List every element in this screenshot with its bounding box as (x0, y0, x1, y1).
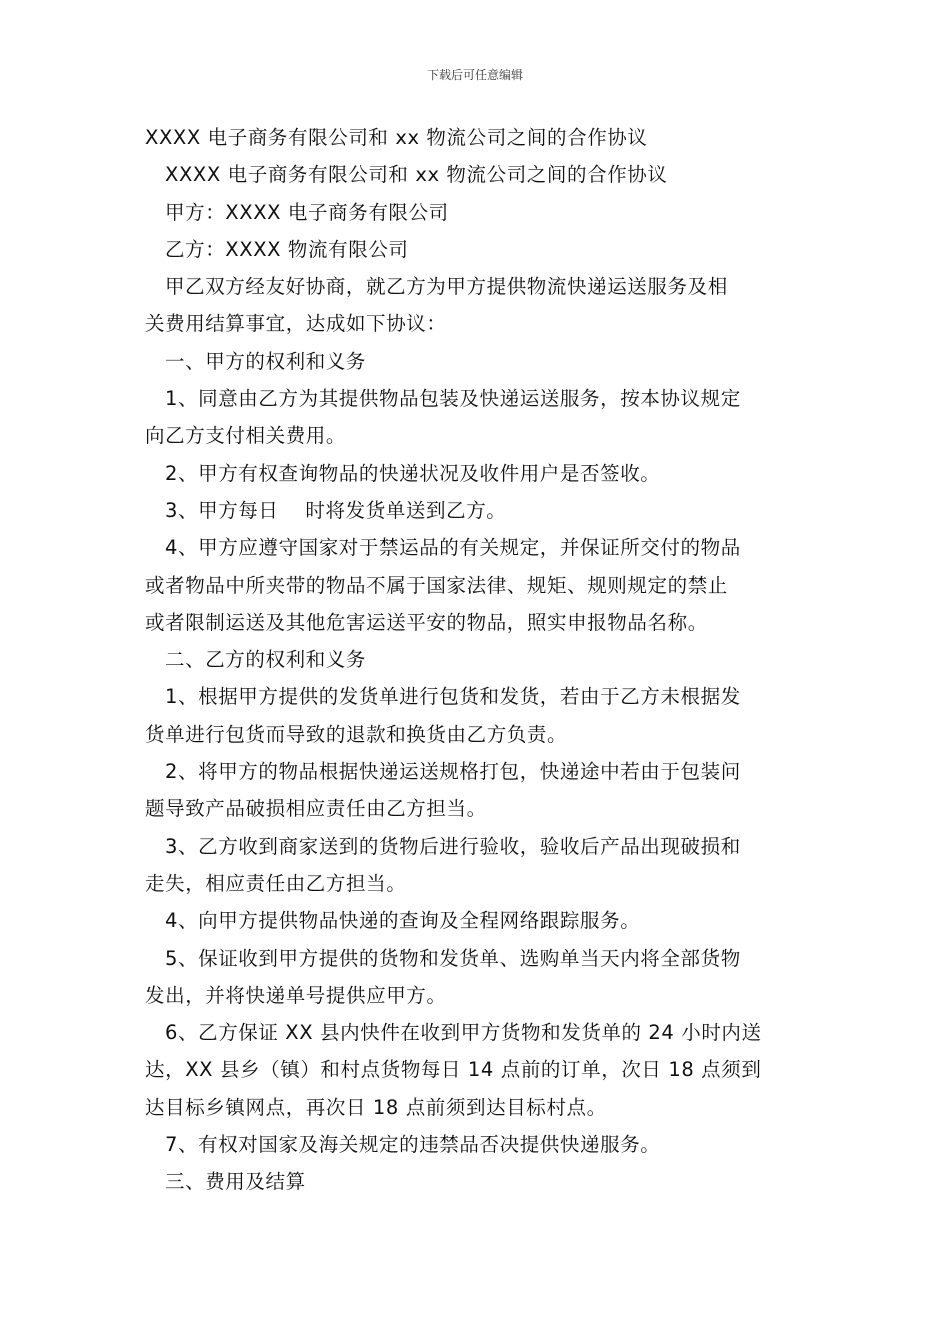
section-heading: 二、乙方的权利和义务 (165, 648, 367, 672)
clause-line: 3、乙方收到商家送到的货物后进行验收，验收后产品出现破损和 (165, 834, 741, 858)
clause-line: 向乙方支付相关费用。 (145, 424, 347, 448)
clause-line: 达目标乡镇网点，再次日 18 点前须到达目标村点。 (145, 1095, 607, 1119)
clause-line: 1、根据甲方提供的发货单进行包货和发货，若由于乙方未根据发 (165, 685, 741, 709)
clause-line: 或者限制运送及其他危害运送平安的物品，照实申报物品名称。 (145, 610, 708, 634)
clause-line: 达，XX 县乡（镇）和村点货物每日 14 点前的订单，次日 18 点须到 (145, 1058, 762, 1082)
clause-line: 或者物品中所夹带的物品不属于国家法律、规矩、规则规定的禁止 (145, 573, 728, 597)
clause-line: 题导致产品破损相应责任由乙方担当。 (145, 797, 487, 821)
clause-line: 5、保证收到甲方提供的货物和发货单、选购单当天内将全部货物 (165, 946, 741, 970)
party-b: 乙方：XXXX 物流有限公司 (165, 237, 409, 261)
clause-line: 2、将甲方的物品根据快递运送规格打包，快递途中若由于包装问 (165, 760, 741, 784)
document-title: XXXX 电子商务有限公司和 xx 物流公司之间的合作协议 (145, 126, 648, 149)
document-body (145, 119, 810, 1201)
clause-line: 4、甲方应遵守国家对于禁运品的有关规定，并保证所交付的物品 (165, 536, 741, 560)
section-heading: 一、甲方的权利和义务 (165, 349, 367, 373)
clause-line: 2、甲方有权查询物品的快递状况及收件用户是否签收。 (165, 461, 661, 485)
clause-line: 7、有权对国家及海关规定的违禁品否决提供快递服务。 (165, 1133, 661, 1157)
party-a: 甲方：XXXX 电子商务有限公司 (165, 200, 449, 224)
intro-line: 关费用结算事宜，达成如下协议： (145, 312, 447, 336)
section-heading: 三、费用及结算 (165, 1170, 306, 1194)
clause-line: 货单进行包货而导致的退款和换货由乙方负责。 (145, 722, 568, 746)
clause-line: 4、向甲方提供物品快递的查询及全程网络跟踪服务。 (165, 909, 641, 933)
clause-line: 1、同意由乙方为其提供物品包装及快递运送服务，按本协议规定 (165, 387, 741, 411)
intro-line: 甲乙双方经友好协商，就乙方为甲方提供物流快递运送服务及相 (165, 275, 728, 299)
document-subtitle: XXXX 电子商务有限公司和 xx 物流公司之间的合作协议 (165, 163, 668, 187)
clause-line: 走失，相应责任由乙方担当。 (145, 871, 407, 895)
clause-line: 6、乙方保证 XX 县内快件在收到甲方货物和发货单的 24 小时内送 (165, 1021, 762, 1045)
clause-line: 3、甲方每日 时将发货单送到乙方。 (165, 498, 507, 522)
clause-line: 发出，并将快递单号提供应甲方。 (145, 983, 447, 1007)
page-header-note: 下载后可任意编辑 (426, 68, 523, 82)
